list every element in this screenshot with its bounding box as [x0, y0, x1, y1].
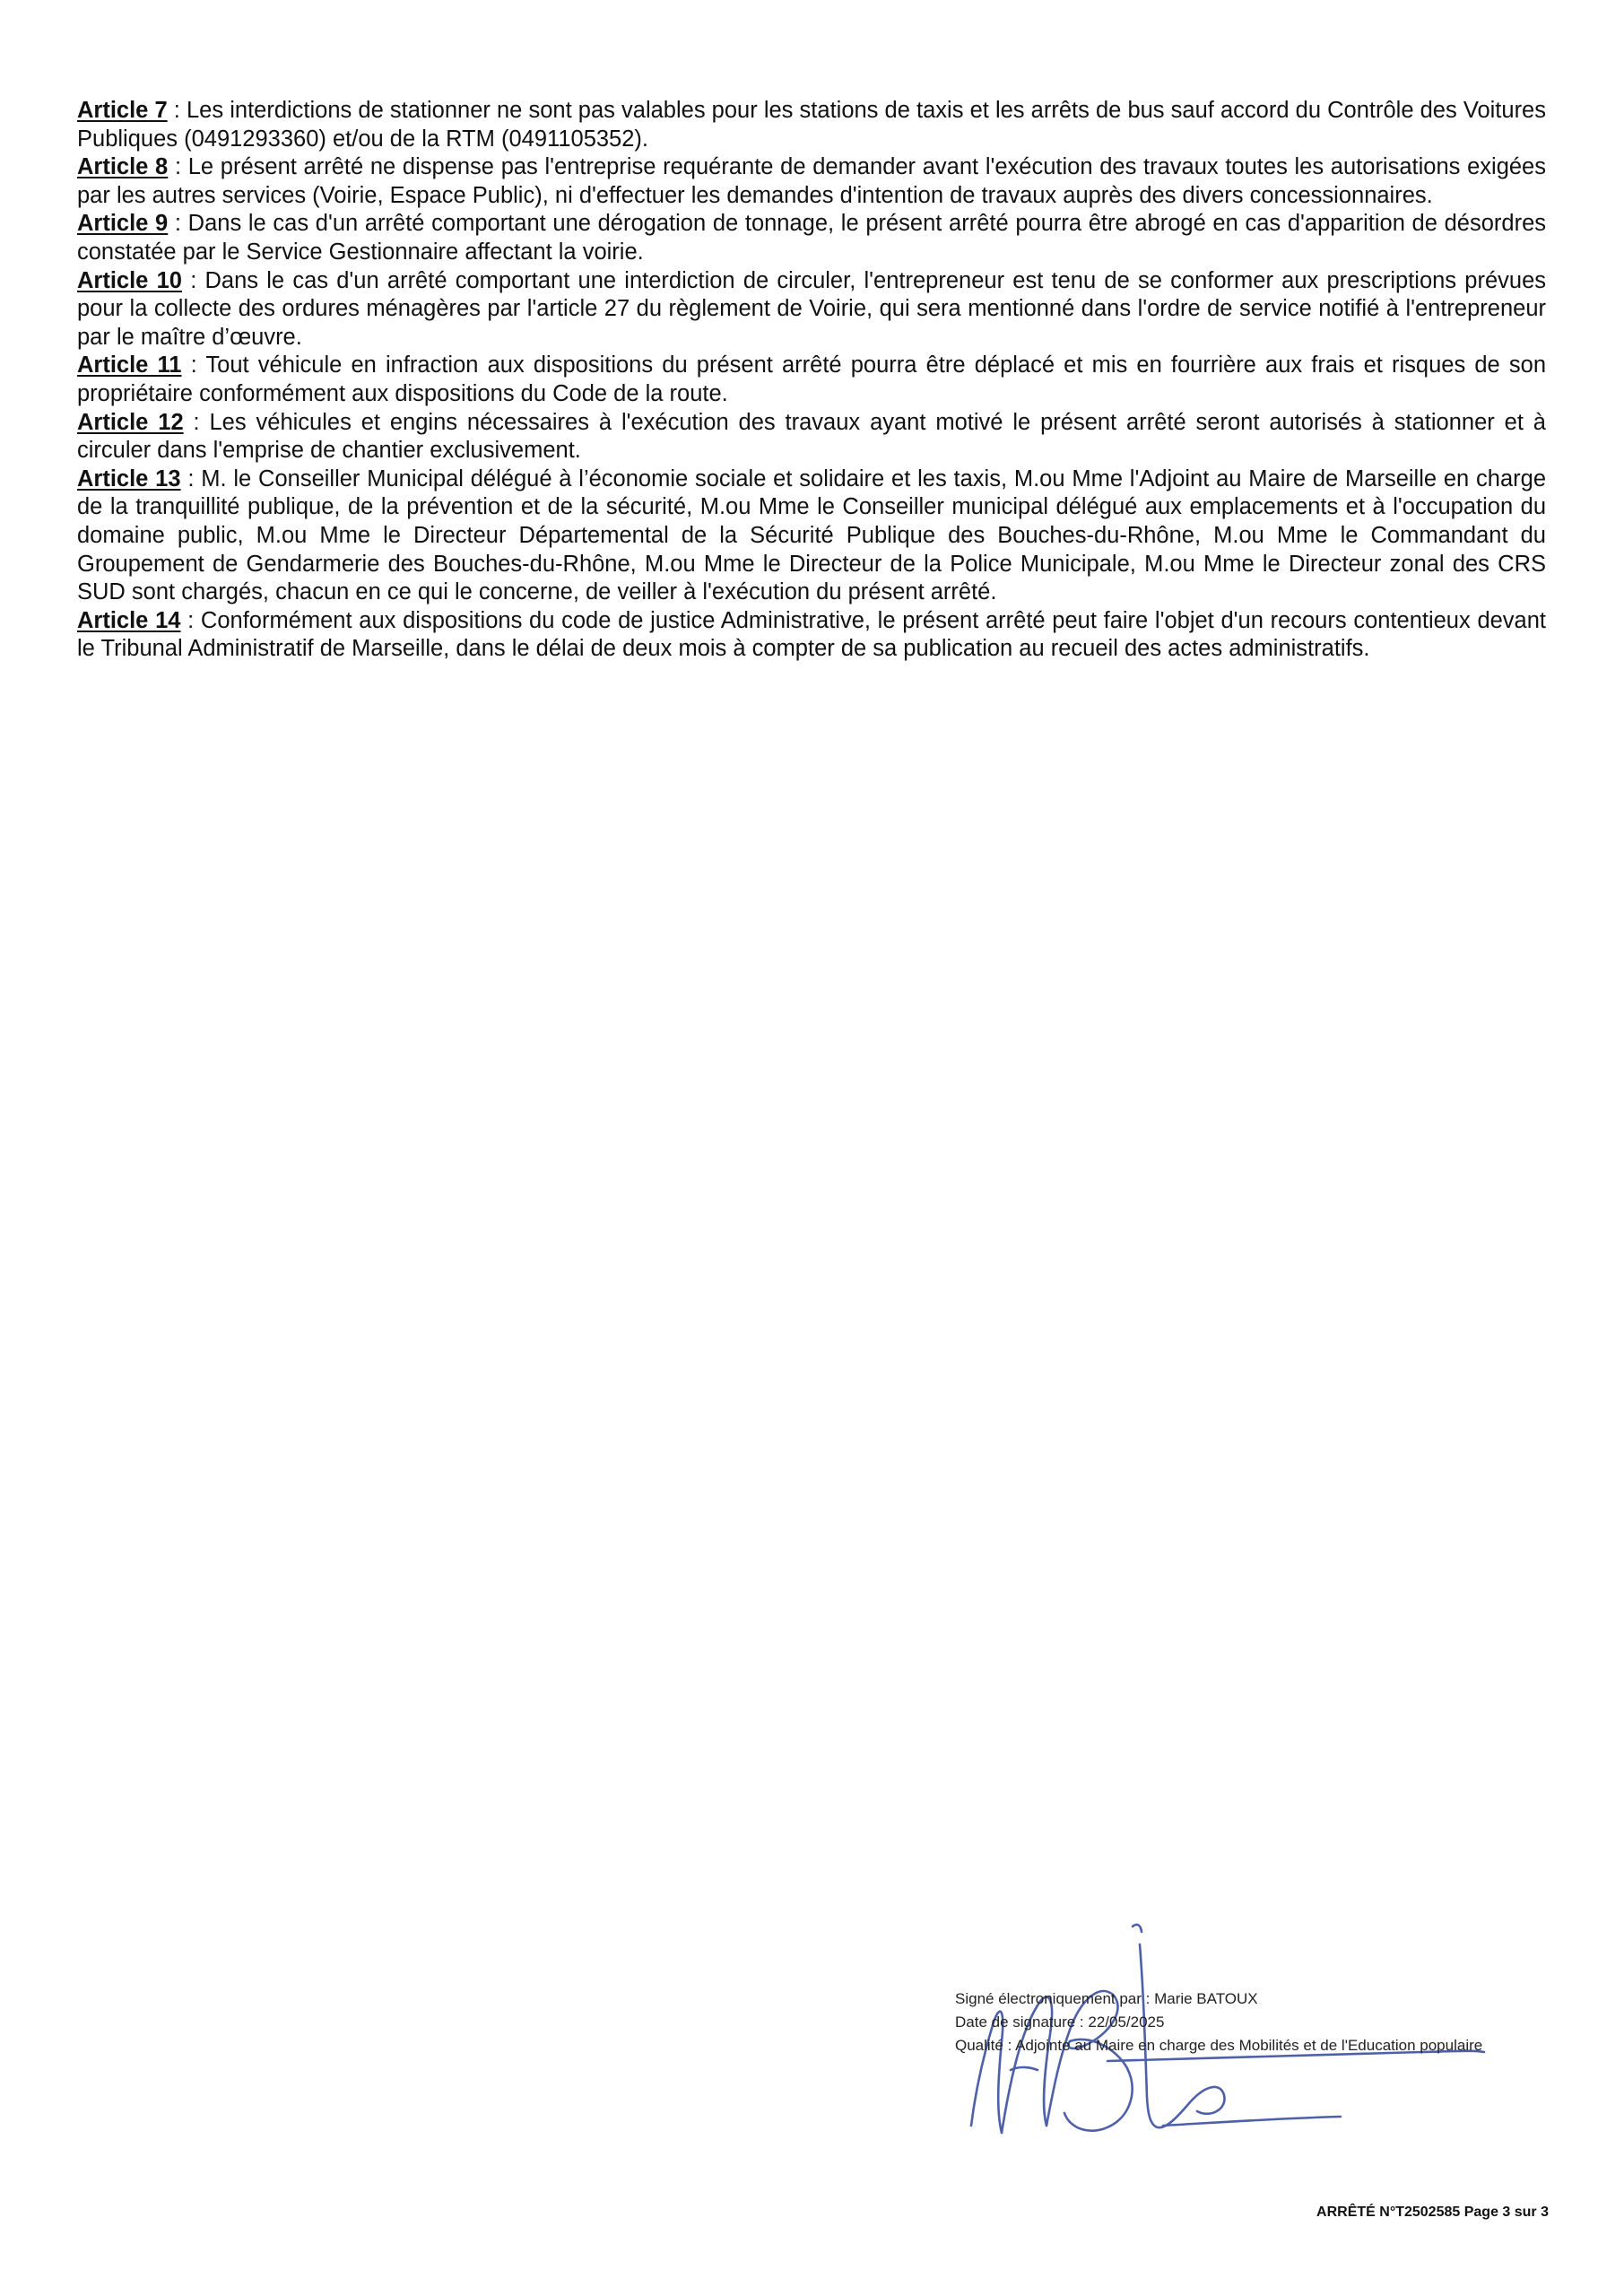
article-label: Article 14 [77, 607, 181, 633]
article-text: : Dans le cas d'un arrêté comportant une dérogation de tonnage, le présent arrêté pourra être abrogé en cas d'apparition de désordres constatée par le Service Gestionnaire affectant la voirie. [77, 211, 1546, 265]
signature-date-line: Date de signature : 22/05/2025 [955, 2013, 1165, 2031]
article-text: : Les interdictions de stationner ne sont pas valables pour les stations de taxis et les arrêts de bus sauf accord du Contrôle des Voitures Publiques (0491293360) et/ou de la RTM (0491105352). [77, 98, 1546, 152]
article-12 [77, 409, 1546, 465]
signatory-quality-line: Qualité : Adjointe au Maire en charge des Mobilités et de l'Education populaire [955, 2037, 1483, 2054]
article-14 [77, 607, 1546, 664]
article-8 [77, 153, 1546, 210]
article-label: Article 12 [77, 409, 184, 435]
signature-block [955, 1891, 1583, 2178]
page-footer-reference: ARRÊTÉ N°T2502585 Page 3 sur 3 [1316, 2205, 1549, 2220]
signed-by-line: Signé électroniquement par : Marie BATOUX [955, 1990, 1258, 2007]
article-13 [77, 465, 1546, 607]
article-10 [77, 267, 1546, 352]
article-text: : Tout véhicule en infraction aux dispositions du présent arrêté pourra être déplacé et mis en fourrière aux frais et risques de son propriétaire conformément aux dispositions du Code de la route. [77, 352, 1547, 406]
article-11 [77, 352, 1546, 408]
article-text: : Conformément aux dispositions du code de justice Administrative, le présent arrêté peut faire l'objet d'un recours contentieux devant le Tribunal Administratif de Marseille, dans le délai de deux mois à compter de sa publication au recueil des actes administratifs. [77, 607, 1547, 662]
article-text: : Le présent arrêté ne dispense pas l'entreprise requérante de demander avant l'exécution des travaux toutes les autorisations exigées par les autres services (Voirie, Espace Public), ni d'effectuer les demandes d'intention de travaux auprès des divers concessionnaires. [77, 154, 1546, 208]
article-label: Article 13 [77, 465, 181, 491]
article-label: Article 9 [77, 211, 169, 237]
article-9 [77, 210, 1546, 266]
article-7 [77, 97, 1546, 153]
article-text: : Les véhicules et engins nécessaires à l'exécution des travaux ayant motivé le présent arrêté seront autorisés à stationner et à circuler dans l'emprise de chantier exclusivement. [77, 409, 1546, 464]
article-text: : M. le Conseiller Municipal délégué à l’économie sociale et solidaire et les taxis, M.ou Mme l'Adjoint au Maire de Marseille en charge de la tranquillité publique, de la prévention et de la sécurité, M.ou Mme le Conseiller municipal délégué aux emplacements et à l'occupation du domaine public, M.ou Mme le Directeur Départemental de la Sécurité Publique des Bouches-du-Rhône, M.ou Mme le Commandant du Groupement de Gendarmerie des Bouches-du-Rhône, M.ou Mme le Directeur de la Police Municipale, M.ou Mme le Directeur zonal des CRS SUD sont chargés, chacun en ce qui le concerne, de veiller à l'exécution du présent arrêté. [77, 465, 1547, 605]
article-text: : Dans le cas d'un arrêté comportant une interdiction de circuler, l'entrepreneur est tenu de se conformer aux prescriptions prévues pour la collecte des ordures ménagères par l'article 27 du règlement de Voirie, qui sera mentionné dans l'ordre de service notifié à l'entrepreneur par le maître d’œuvre. [77, 267, 1547, 350]
article-label: Article 11 [77, 352, 182, 378]
article-label: Article 8 [77, 154, 169, 180]
signature-details [955, 1987, 1482, 2057]
article-label: Article 10 [77, 267, 182, 293]
document-body [77, 97, 1546, 664]
article-label: Article 7 [77, 98, 168, 123]
